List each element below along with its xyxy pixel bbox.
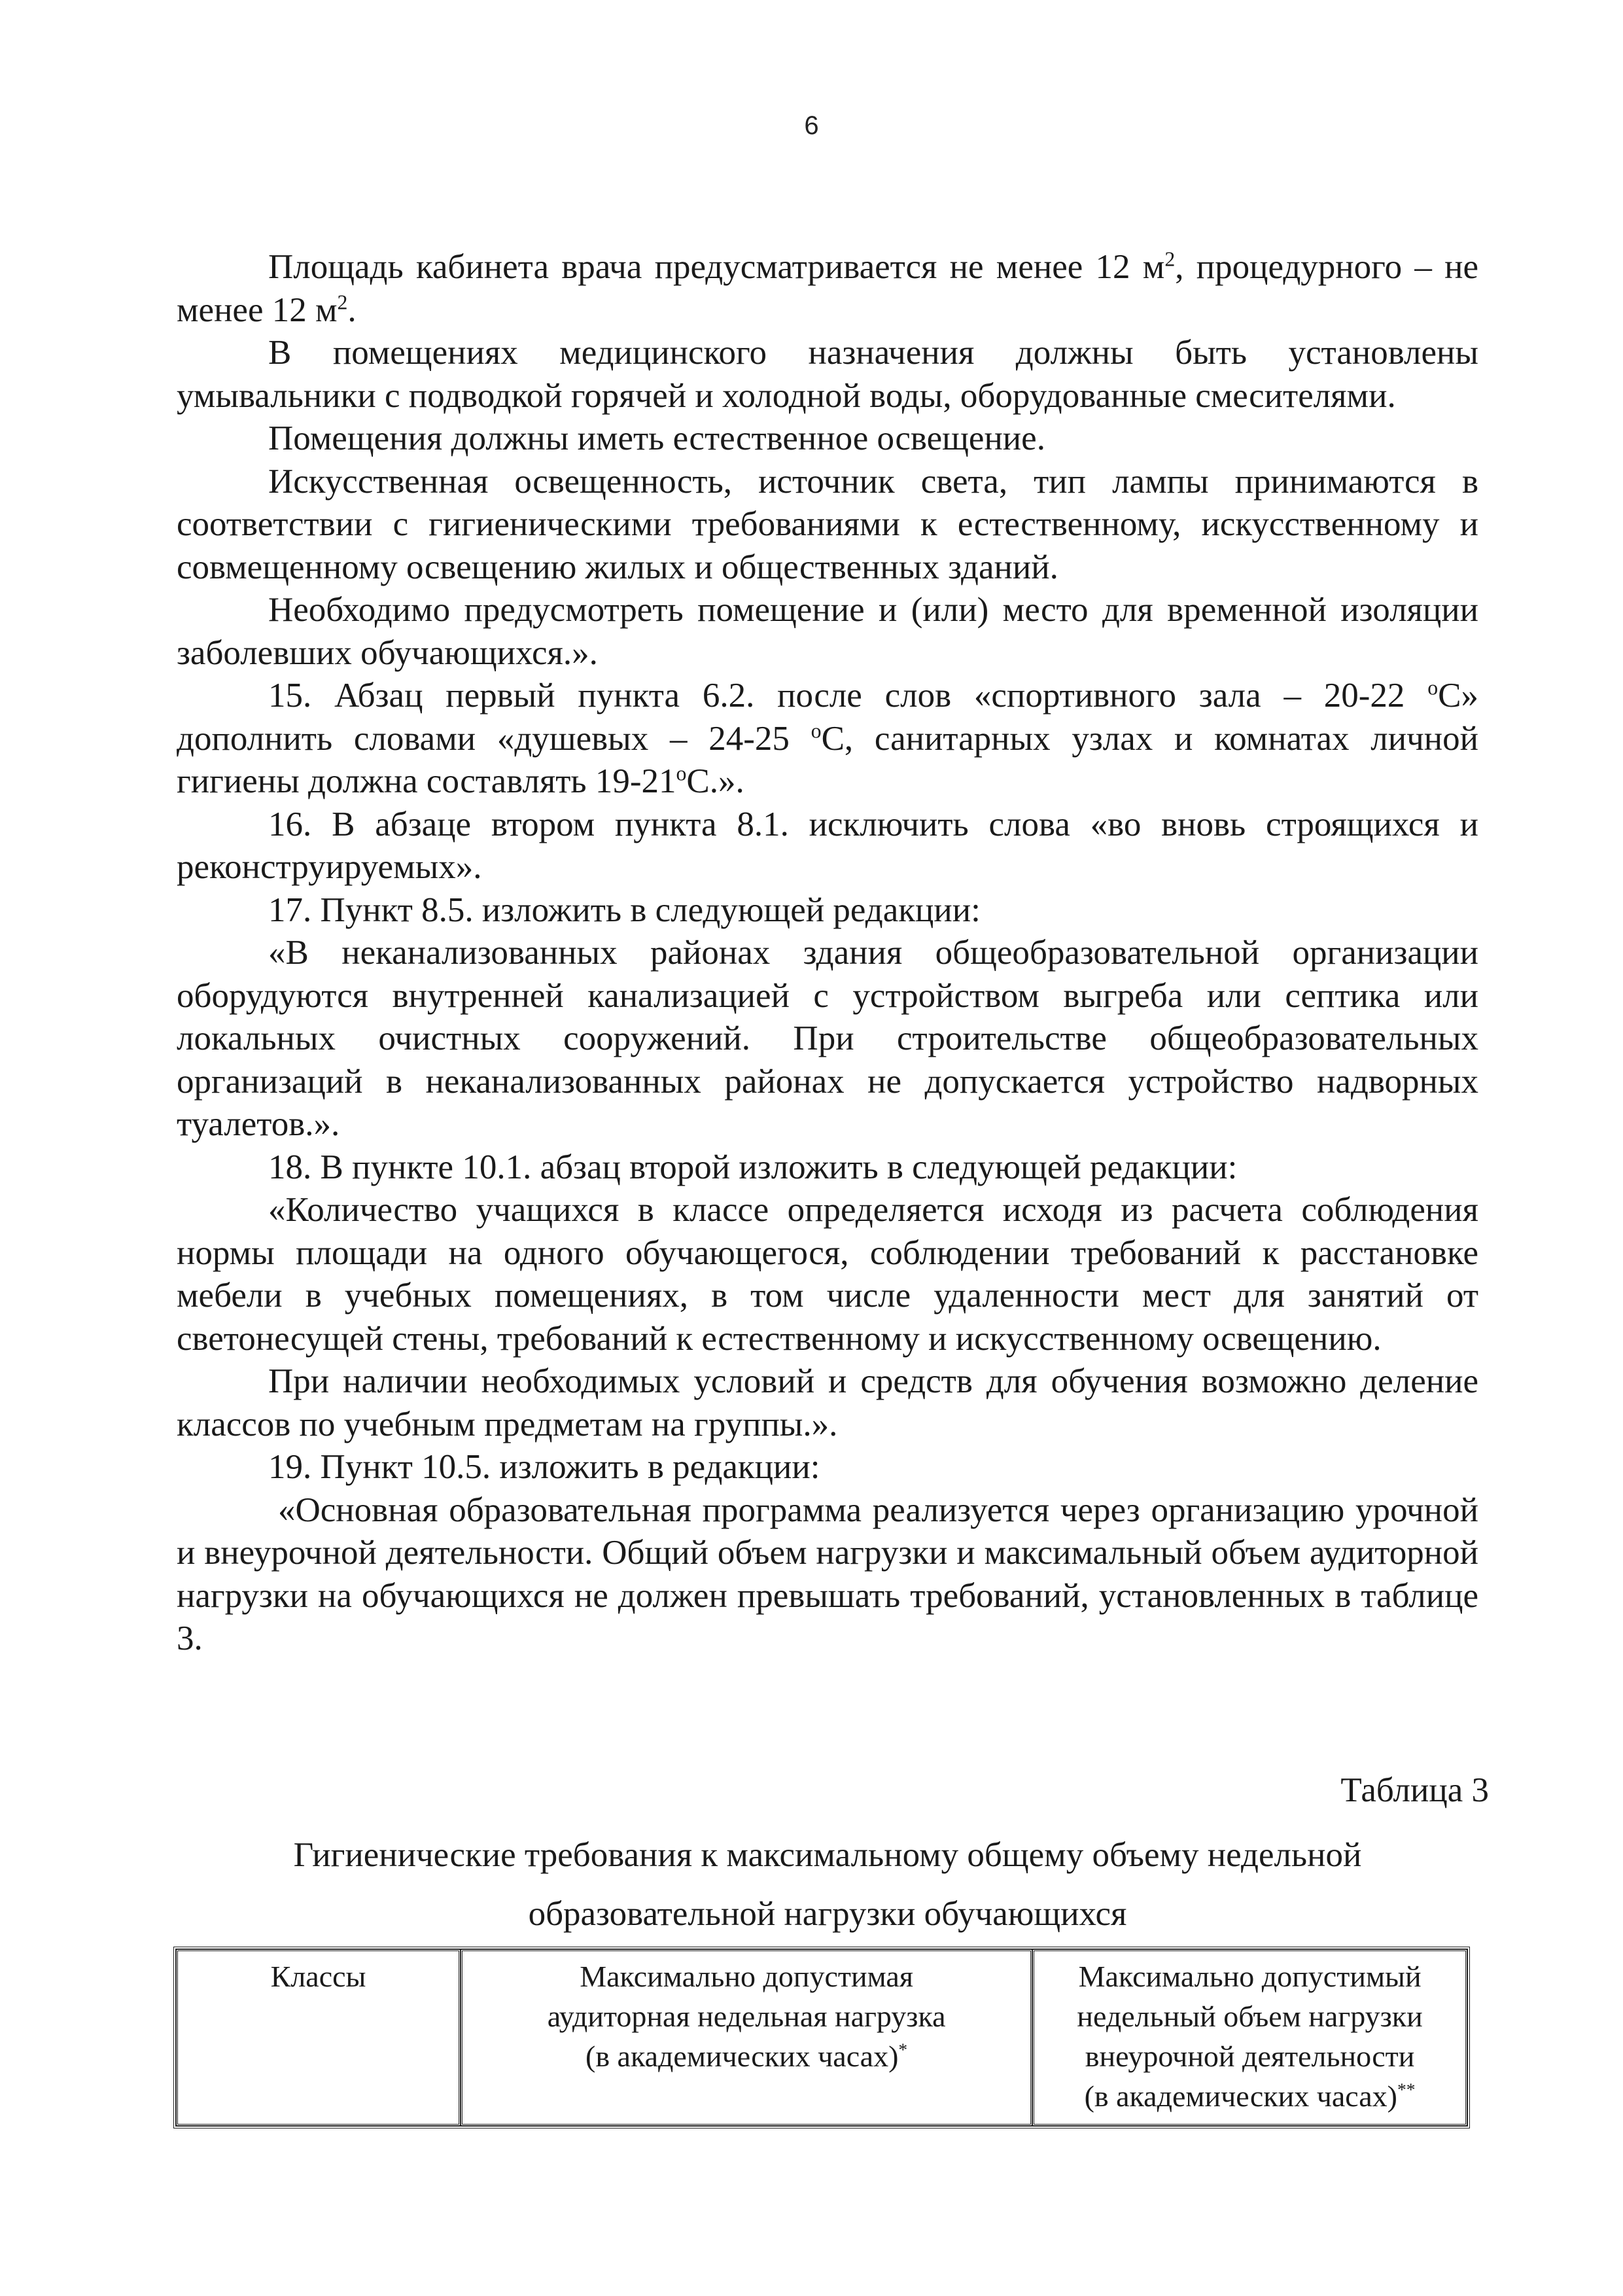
header-cell-auditory-load [461, 1949, 1032, 2126]
paragraph: 18. В пункте 10.1. абзац второй изложить в следующей редакции: [268, 1148, 1238, 1186]
paragraph: Необходимо предусмотреть помещение и (или) место для временной изоляции заболевших обучающихся.». [177, 591, 1478, 672]
page-number: 6 [804, 111, 819, 140]
paragraph: 15. Абзац первый пункта 6.2. после слов «спортивного зала – 20-22 $^o$С» дополнить словами «душевых – 24-25 $^o$С, санитарных узлах и комнатах личной гигиены должна составлять 19-21$^o$С.». [177, 676, 1478, 800]
header-line: недельный объем нагрузки [1077, 2000, 1423, 2033]
header-line: (в академических часах)* [585, 2039, 908, 2073]
paragraph: Помещения должны иметь естественное освещение. [268, 419, 1045, 457]
header-line: Максимально допустимая [580, 1960, 913, 1993]
paragraph: 19. Пункт 10.5. изложить в редакции: [268, 1448, 820, 1486]
paragraph: 16. В абзаце втором пункта 8.1. исключить слова «во вновь строящихся и реконструируемых». [177, 805, 1478, 886]
table-caption-line: образовательной нагрузки обучающихся [528, 1895, 1127, 1933]
paragraph: «Основная образовательная программа реализуется через организацию урочной и внеурочной деятельности. Общий объем нагрузки и максимальный объем аудиторной нагрузки на обучающихся не должен превышать требований, установленных в таблице 3. [177, 1491, 1478, 1657]
paragraph: При наличии необходимых условий и средств для обучения возможно деление классов по учебным предметам на группы.». [177, 1362, 1478, 1443]
paragraph: «Количество учащихся в классе определяется исходя из расчета соблюдения нормы площади на одного обучающегося, соблюдении требований к расстановке мебели в учебных помещениях, в том числе удаленности мест для занятий от светонесущей стены, требований к естественному и искусственному освещению. [177, 1191, 1478, 1358]
paragraph: 17. Пункт 8.5. изложить в следующей редакции: [268, 891, 981, 929]
header-cell-classes [176, 1949, 461, 2126]
header-line: аудиторная недельная нагрузка [547, 2000, 946, 2033]
table-caption-line: Гигиенические требования к максимальному общему объему недельной [293, 1836, 1362, 1874]
paragraph: Искусственная освещенность, источник света, тип лампы принимаются в соответствии с гигиеническими требованиями к естественному, искусственному и совмещенному освещению жилых и общественных зданий. [177, 462, 1478, 586]
paragraph: В помещениях медицинского назначения должны быть установлены умывальники с подводкой горячей и холодной воды, оборудованные смесителями. [177, 334, 1478, 415]
header-line: (в академических часах)** [1084, 2079, 1416, 2113]
table-3 [173, 1947, 1470, 2128]
header-cell-extracurricular-load [1032, 1949, 1467, 2126]
paragraph: «В неканализованных районах здания общеобразовательной организации оборудуются внутренней канализацией с устройством выгреба или септика или локальных очистных сооружений. При строительстве общеобразовательных организаций в неканализованных районах не допускается устройство надворных туалетов.». [177, 934, 1478, 1143]
header-line: Максимально допустимый [1078, 1960, 1422, 1993]
document-body [177, 246, 1478, 1661]
paragraph: Площадь кабинета врача предусматривается не менее 12 $м^2$, процедурного – не менее 12 $м^2$. [177, 247, 1478, 329]
table-header-row [176, 1949, 1467, 2126]
table-label: Таблица 3 [1340, 1771, 1489, 1809]
footnote-mark: ** [1397, 2079, 1416, 2100]
table-caption [177, 1826, 1478, 1943]
load-requirements-table [173, 1947, 1470, 2128]
header-line: Классы [270, 1960, 366, 1993]
footnote-mark: * [898, 2039, 908, 2060]
header-line: внеурочной деятельности [1085, 2040, 1415, 2073]
